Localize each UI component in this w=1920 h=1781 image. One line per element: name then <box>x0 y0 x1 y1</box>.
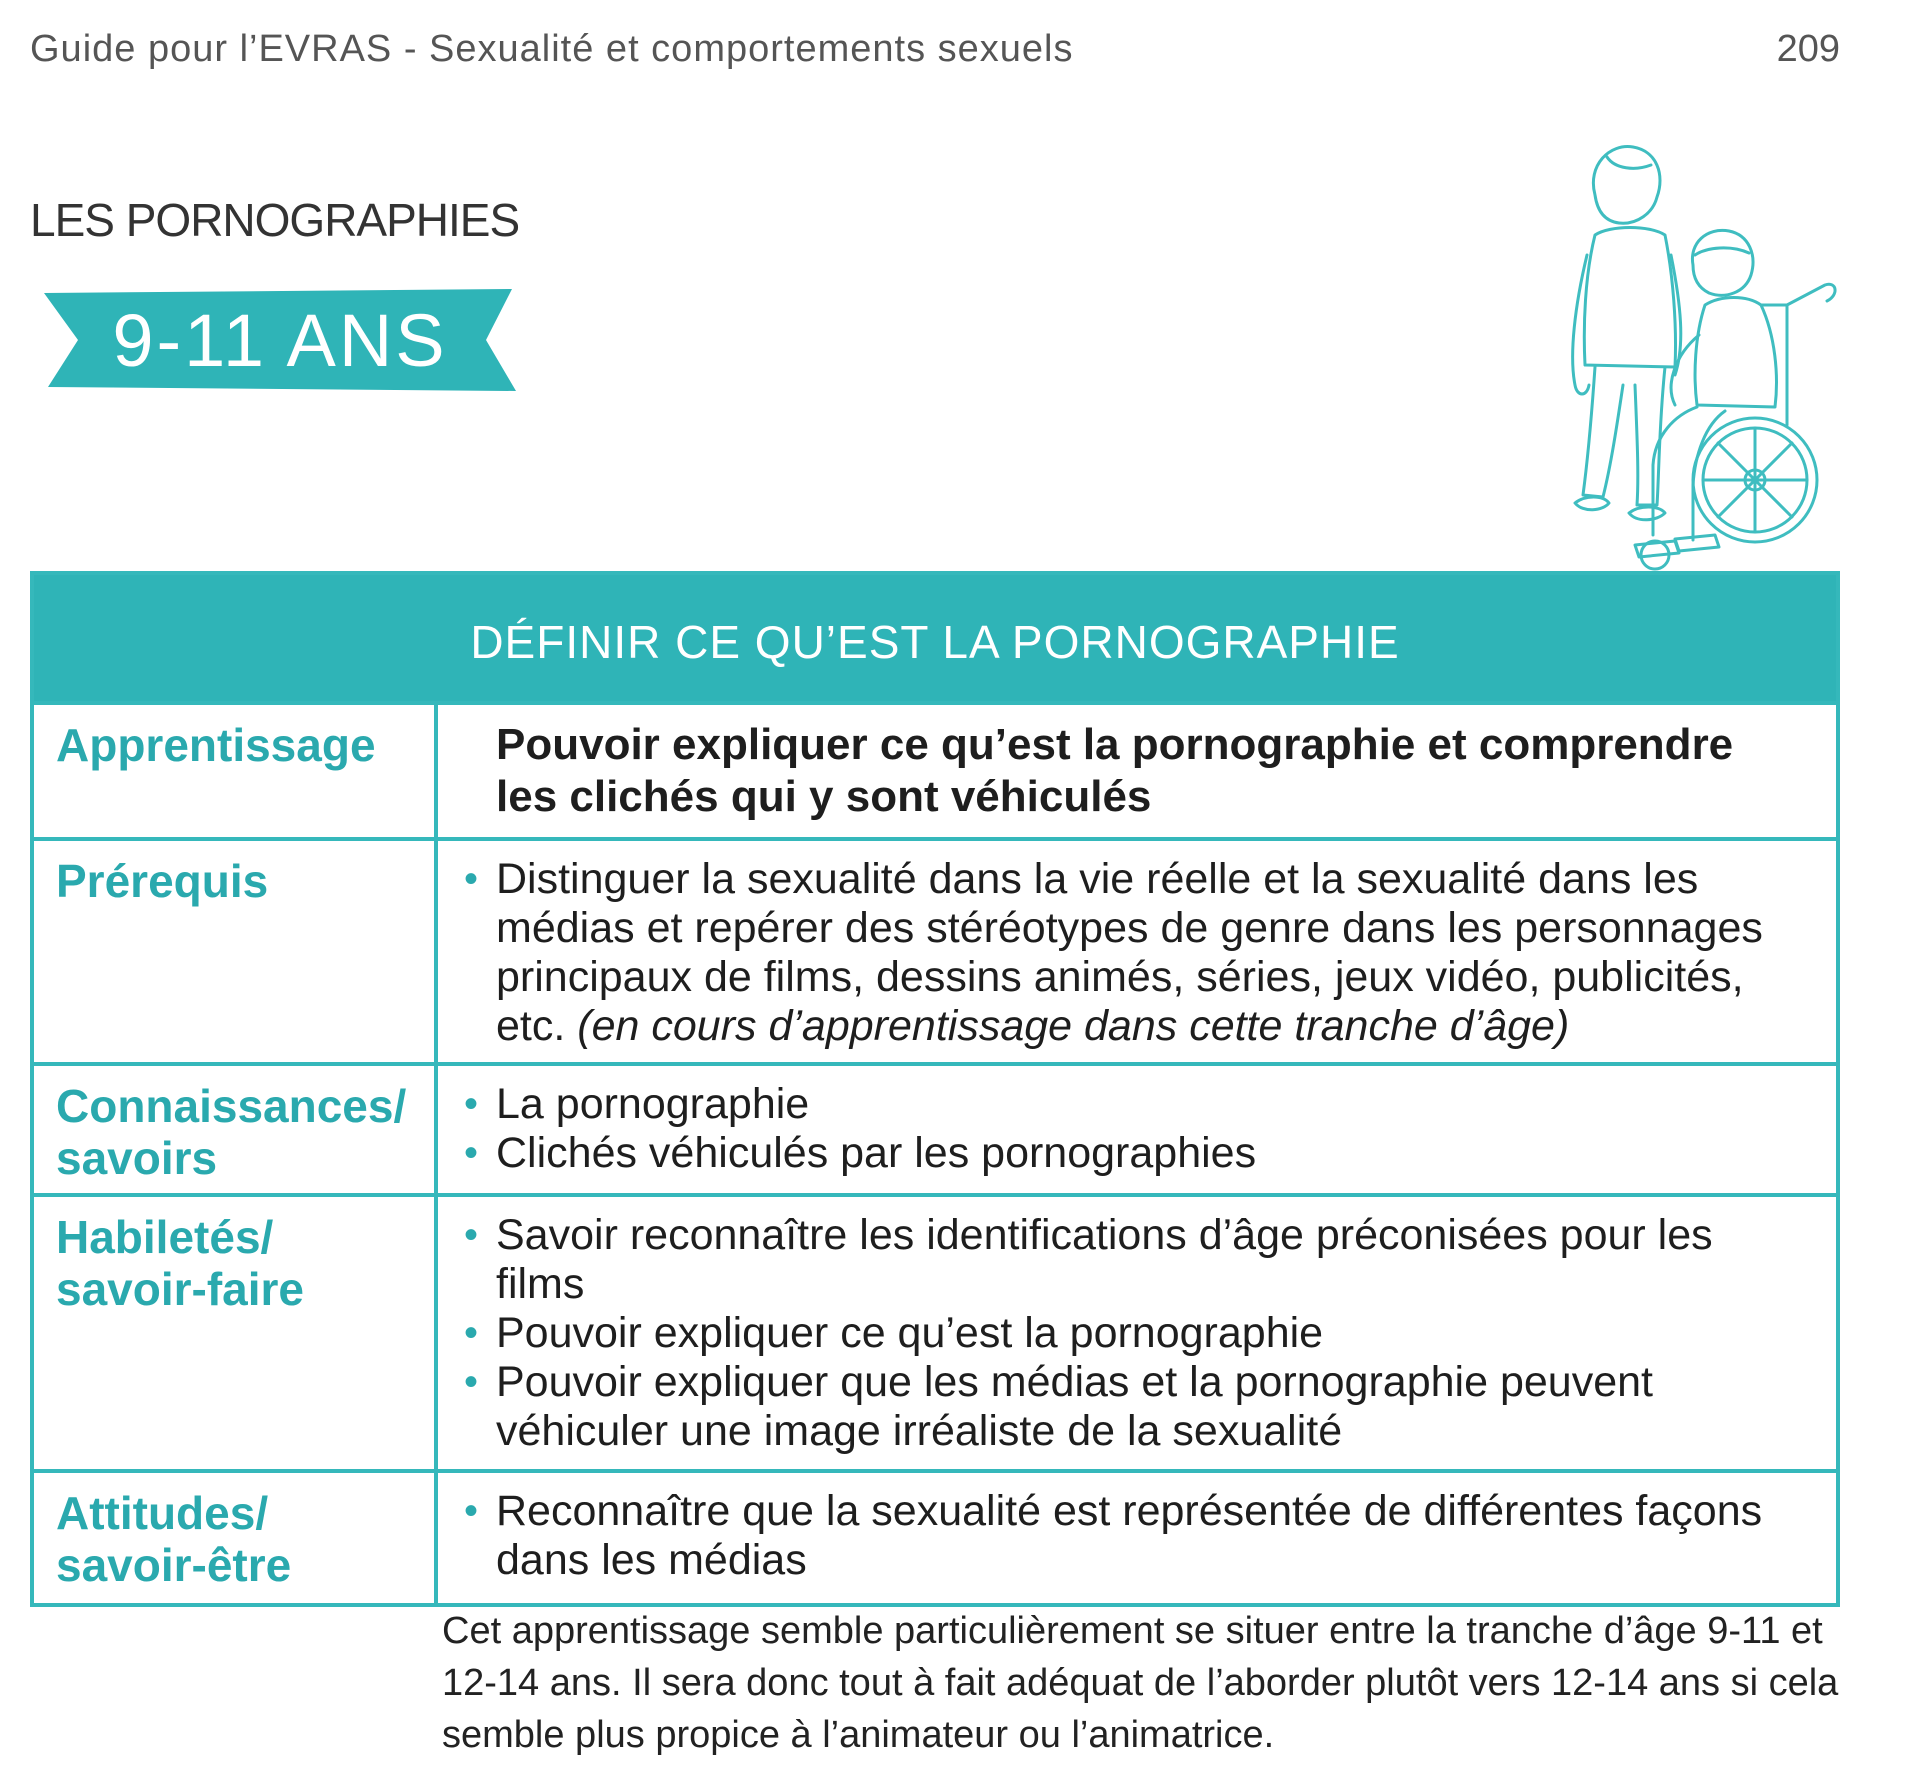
list-item: • Pouvoir expliquer que les médias et la pornographie peuvent véhiculer une image irréaliste de la sexualité <box>460 1358 1796 1456</box>
row-label-apprentissage: Apprentissage <box>34 705 438 837</box>
list-item: • Savoir reconnaître les identifications d’âge préconisées pour les films <box>460 1211 1796 1309</box>
row-content-apprentissage: Pouvoir expliquer ce qu’est la pornographie et comprendre les clichés qui y sont véhiculés <box>496 720 1734 821</box>
row-content-attitudes <box>438 1473 1836 1603</box>
row-label-attitudes: Attitudes/ savoir-être <box>34 1473 438 1603</box>
table-row <box>34 1469 1836 1603</box>
footnote: Cet apprentissage semble particulièrement se situer entre la tranche d’âge 9-11 et 12-14 ans. Il sera donc tout à fait adéquat de l’aborder plutôt vers 12-14 ans si cela semble plus propice à l’animateur ou l’animatrice. <box>442 1610 1839 1756</box>
section-title: LES PORNOGRAPHIES <box>30 194 520 246</box>
learning-table <box>30 571 1840 1607</box>
wheelchair-illustration-icon <box>1525 135 1845 575</box>
list-item <box>460 855 1796 1051</box>
table-row <box>34 837 1836 1062</box>
page-number: 209 <box>1776 28 1840 70</box>
age-badge: 9-11 ANS <box>112 298 448 382</box>
prerequis-text: Distinguer la sexualité dans la vie réelle et la sexualité dans les médias et repérer des stéréotypes de genre dans les personnages principaux de films, dessins animés, séries, jeux vidéo, publicités, etc. <box>496 855 1763 1050</box>
list-item: • La pornographie <box>460 1080 1796 1129</box>
table-row <box>34 1062 1836 1193</box>
row-content-prerequis <box>438 841 1836 1062</box>
table-row <box>34 1193 1836 1469</box>
row-content-connaissances <box>438 1066 1836 1193</box>
table-heading: DÉFINIR CE QU’EST LA PORNOGRAPHIE <box>34 575 1836 701</box>
running-title: Guide pour l’EVRAS - Sexualité et comportements sexuels <box>30 28 1074 70</box>
row-label-prerequis: Prérequis <box>34 841 438 1062</box>
list-item: • Reconnaître que la sexualité est représentée de différentes façons dans les médias <box>460 1487 1796 1585</box>
age-ribbon <box>40 285 520 395</box>
row-content-habiletes <box>438 1197 1836 1469</box>
prerequis-note: (en cours d’apprentissage dans cette tranche d’âge) <box>577 1002 1570 1050</box>
list-item: • Pouvoir expliquer ce qu’est la pornographie <box>460 1309 1796 1358</box>
row-label-habiletes: Habiletés/ savoir-faire <box>34 1197 438 1469</box>
list-item: • Clichés véhiculés par les pornographies <box>460 1129 1796 1178</box>
row-label-connaissances: Connaissances/ savoirs <box>34 1066 438 1193</box>
table-row <box>34 701 1836 837</box>
